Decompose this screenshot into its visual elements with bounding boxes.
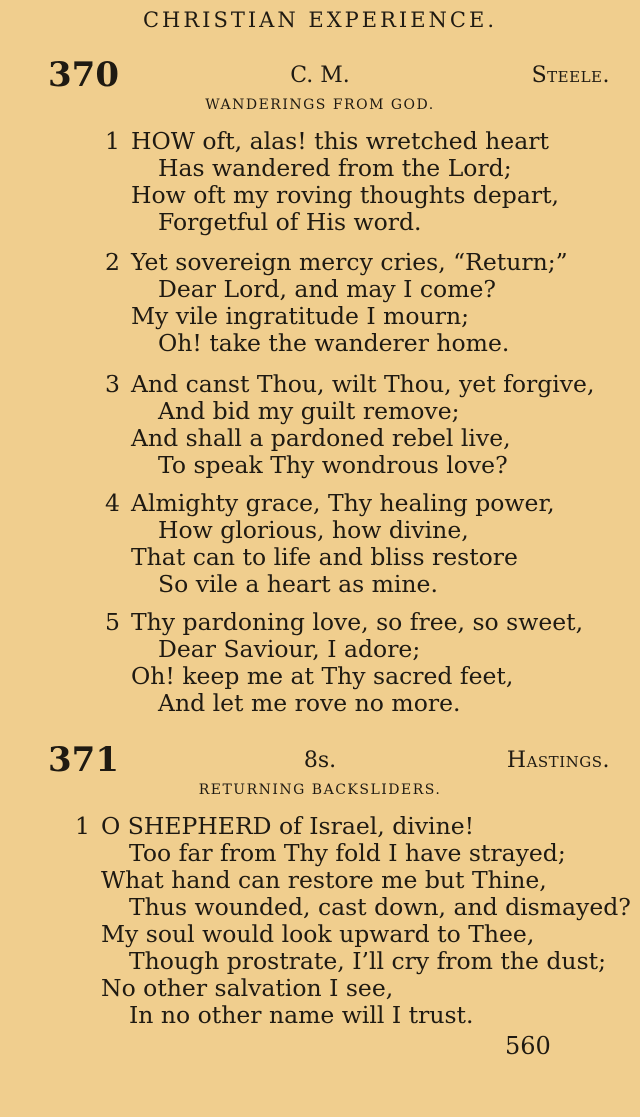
verse-line: How glorious, how divine,	[158, 516, 469, 544]
hymn-subtitle: RETURNING BACKSLIDERS.	[198, 782, 442, 798]
verse-line: Though prostrate, I’ll cry from the dust;	[129, 947, 606, 975]
hymn-composer: Hastings.	[506, 748, 610, 773]
verse-line: 1 O SHEPHERD of Israel, divine!	[75, 812, 475, 840]
verse-line: How oft my roving thoughts depart,	[131, 181, 560, 209]
hymn-meter: C. M.	[290, 63, 350, 88]
stanza	[0, 608, 584, 717]
verse-line: And shall a pardoned rebel live,	[131, 424, 511, 452]
verse-line: To speak Thy wondrous love?	[158, 451, 508, 479]
verse-line: Oh! take the wanderer home.	[158, 329, 510, 357]
hymn-header	[0, 740, 640, 780]
stanza	[0, 370, 595, 479]
hymn-composer: Steele.	[531, 63, 610, 88]
page-number: 560	[505, 1032, 551, 1060]
verse-line: In no other name will I trust.	[129, 1001, 474, 1029]
verse-line: 2 Yet sovereign mercy cries, “Return;”	[105, 248, 568, 276]
verse-line: Forgetful of His word.	[158, 208, 422, 236]
verse-line: No other salvation I see,	[101, 974, 394, 1002]
verse-line: My soul would look upward to Thee,	[101, 920, 535, 948]
verse-line: And let me rove no more.	[158, 689, 461, 717]
verse-line: Thus wounded, cast down, and dismayed?	[129, 893, 631, 921]
verse-number: 2	[105, 248, 120, 276]
verse-line: Oh! keep me at Thy sacred feet,	[131, 662, 514, 690]
stanza	[0, 812, 631, 1029]
stanza	[0, 248, 568, 357]
verse-line: My vile ingratitude I mourn;	[131, 302, 469, 330]
verse-line: 5 Thy pardoning love, so free, so sweet,	[105, 608, 584, 636]
hymn-header	[0, 55, 640, 95]
verse-line: That can to life and bliss restore	[131, 543, 518, 571]
hymn-number: 370	[48, 55, 119, 95]
hymn-subtitle: WANDERINGS FROM GOD.	[205, 97, 435, 113]
verse-line: Has wandered from the Lord;	[158, 154, 512, 182]
verse-line: 1 HOW oft, alas! this wretched heart	[105, 127, 549, 155]
verse-line: And bid my guilt remove;	[158, 397, 460, 425]
verse-line: Dear Saviour, I adore;	[158, 635, 421, 663]
verse-number: 3	[105, 370, 120, 398]
verse-line: Dear Lord, and may I come?	[158, 275, 496, 303]
verse-line: What hand can restore me but Thine,	[101, 866, 547, 894]
verse-number: 5	[105, 608, 120, 636]
stanza	[0, 489, 555, 598]
verse-line: 3 And canst Thou, wilt Thou, yet forgive,	[105, 370, 595, 398]
verse-line: 4 Almighty grace, Thy healing power,	[105, 489, 555, 517]
hymn-number: 371	[48, 740, 119, 780]
verse-number: 1	[75, 812, 90, 840]
verse-number: 4	[105, 489, 120, 517]
running-head: CHRISTIAN EXPERIENCE.	[142, 8, 498, 32]
hymn-meter: 8s.	[303, 748, 337, 773]
verse-line: So vile a heart as mine.	[158, 570, 438, 598]
stanza	[0, 127, 560, 236]
verse-number: 1	[105, 127, 120, 155]
verse-line: Too far from Thy fold I have strayed;	[129, 839, 566, 867]
